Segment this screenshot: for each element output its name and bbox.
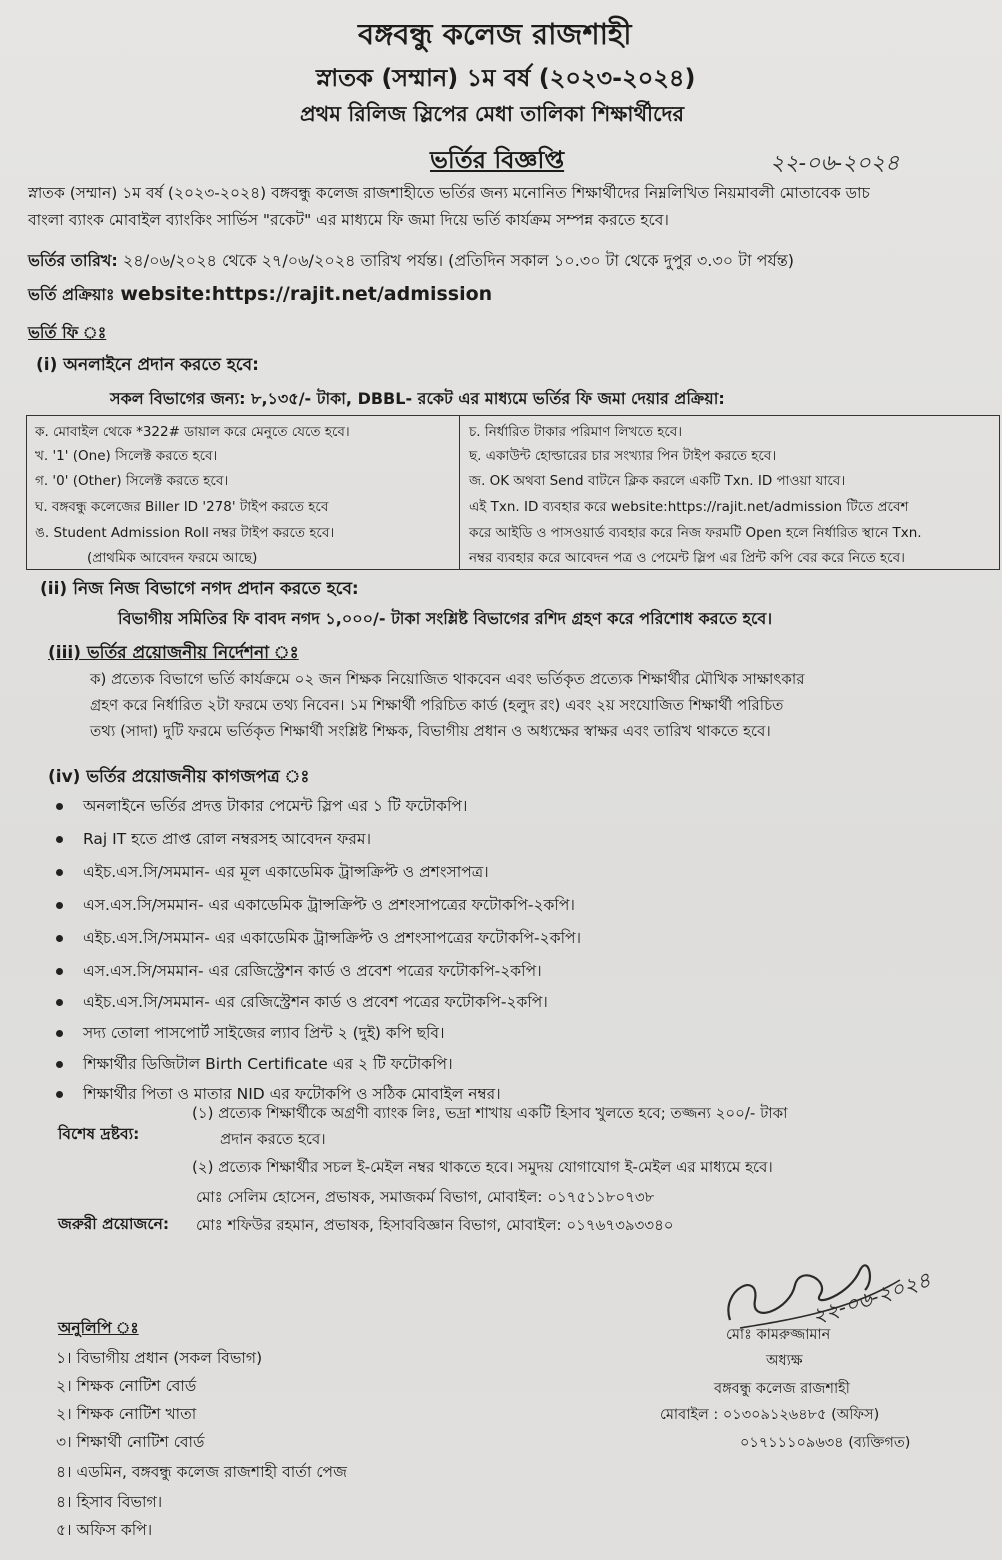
signed-date: ২২-০৬-২০২৪	[808, 1267, 934, 1329]
bullet-icon	[56, 803, 63, 810]
document-item: এইচ.এস.সি/সমমান- এর একাডেমিক ট্রান্সক্রিপ্ট ও প্রশংসাপত্রের ফটোকপি-২কপি।	[56, 926, 581, 952]
fee-label: ভর্তি ফি ঃ	[28, 323, 107, 342]
bullet-icon	[56, 1091, 63, 1098]
online-fee-amount: সকল বিভাগের জন্য: ৮,১৩৫/- টাকা, DBBL- রকেট এর মাধ্যমে ভর্তির ফি জমা দেয়ার প্রক্রিয়া:	[110, 389, 725, 408]
signatory-mobile-personal: ০১৭১১১০৯৬৩৪ (ব্যক্তিগত)	[740, 1435, 911, 1451]
notice-title: ভর্তির বিজ্ঞপ্তি	[430, 146, 565, 174]
instruction-line-2: গ্রহণ করে নির্ধারিত ২টা ফরমে তথ্য নিবেন। ১ম শিক্ষার্থী পরিচিত কার্ড (হলুদ রং) এবং ২য় সংযোজিত শিক্ষার্থী পরিচিত	[90, 696, 784, 714]
online-payment-heading: (i) অনলাইনে প্রদান করতে হবে:	[36, 355, 259, 375]
copy-item: ৫। অফিস কপি।	[56, 1521, 153, 1539]
documents-heading: (iv) ভর্তির প্রয়োজনীয় কাগজপত্র ঃ	[48, 767, 310, 787]
release-line: প্রথম রিলিজ স্লিপের মেধা তালিকা শিক্ষার্থীদের	[300, 102, 685, 126]
document-item: শিক্ষার্থীর পিতা ও মাতার NID এর ফটোকপি ও সঠিক মোবাইল নম্বর।	[56, 1082, 501, 1108]
college-name: বঙ্গবন্ধু কলেজ রাজশাহী	[358, 17, 632, 51]
step-right-2: ছ. একাউন্ট হোল্ডারের চার সংখ্যার পিন টাইপ করতে হবে।	[469, 448, 777, 464]
copy-item: ৪। এডমিন, বঙ্গবন্ধু কলেজ রাজশাহী বার্তা পেজ	[56, 1463, 347, 1481]
urgent-contact-2: মোঃ শফিউর রহমান, প্রভাষক, হিসাববিজ্ঞান বিভাগ, মোবাইল: ০১৭৬৭৩৯৩৩৪০	[196, 1216, 674, 1234]
signatory-institution: বঙ্গবন্ধু কলেজ রাজশাহী	[714, 1381, 850, 1397]
admission-process-label: ভর্তি প্রক্রিয়াঃ	[28, 285, 115, 304]
special-note-line-2: (২) প্রত্যেক শিক্ষার্থীর সচল ই-মেইল নম্বর থাকতে হবে। সমুদয় যোগাযোগ ই-মেইল এর মাধ্যমে হবে।	[192, 1158, 773, 1176]
admission-process	[28, 282, 492, 309]
step-right-1: চ. নির্ধারিত টাকার পরিমাণ লিখতে হবে।	[469, 424, 683, 440]
document-item: এইচ.এস.সি/সমমান- এর রেজিস্ট্রেশন কার্ড ও প্রবেশ পত্রের ফটোকপি-২কপি।	[56, 990, 548, 1016]
step-right-3: জ. OK অথবা Send বাটনে ক্লিক করলে একটি Txn. ID পাওয়া যাবে।	[469, 473, 846, 489]
admission-date-value: ২৪/০৬/২০২৪ থেকে ২৭/০৬/২০২৪ তারিখ পর্যন্ত। (প্রতিদিন সকাল ১০.৩০ টা থেকে দুপুর ৩.৩০ টা পর্যন্ত)	[122, 251, 795, 270]
instruction-line-1: ক) প্রত্যেক বিভাগে ভর্তি কার্যক্রমে ০২ জন শিক্ষক নিয়োজিত থাকবেন এবং ভর্তিকৃত প্রত্যেক শিক্ষার্থীর মৌখিক সাক্ষাৎকার	[90, 670, 805, 688]
bullet-icon	[56, 869, 63, 876]
step-left-3: গ. '0' (Other) সিলেক্ট করতে হবে।	[35, 473, 229, 489]
document-item: এস.এস.সি/সমমান- এর একাডেমিক ট্রান্সক্রিপ্ট ও প্রশংসাপত্রের ফটোকপি-২কপি।	[56, 893, 575, 919]
admission-website: website:https://rajit.net/admission	[120, 283, 493, 305]
copies-label: অনুলিপি ঃ	[58, 1319, 139, 1337]
urgent-contact-1: মোঃ সেলিম হোসেন, প্রভাষক, সমাজকর্ম বিভাগ, মোবাইল: ০১৭৫১১৮০৭৩৮	[196, 1188, 655, 1206]
bullet-icon	[56, 968, 63, 975]
copy-item: ৪। হিসাব বিভাগ।	[56, 1493, 163, 1511]
bullet-icon	[56, 935, 63, 942]
document-item: Raj IT হতে প্রাপ্ত রোল নম্বরসহ আবেদন ফরম।	[56, 827, 371, 853]
step-right-6: নম্বর ব্যবহার করে আবেদন পত্র ও পেমেন্ট স্লিপ এর প্রিন্ট কপি বের করে নিতে হবে।	[469, 550, 905, 566]
rocket-steps-table	[26, 415, 1000, 570]
intro-line-2: বাংলা ব্যাংক মোবাইল ব্যাংকিং সার্ভিস "রকেট" এর মাধ্যমে ফি জমা দিয়ে ভর্তি কার্যক্রম সম্পন্ন করতে হবে।	[28, 211, 669, 229]
cash-payment-heading: (ii) নিজ নিজ বিভাগে নগদ প্রদান করতে হবে:	[40, 579, 359, 599]
table-divider	[459, 416, 460, 569]
notice-date: ২২-০৬-২০২৪	[770, 151, 900, 176]
step-left-4: ঘ. বঙ্গবন্ধু কলেজের Biller ID '278' টাইপ করতে হবে	[35, 499, 329, 515]
bullet-icon	[56, 902, 63, 909]
step-left-5: ঙ. Student Admission Roll নম্বর টাইপ করতে হবে।	[35, 525, 335, 541]
document-item: শিক্ষার্থীর ডিজিটাল Birth Certificate এর ২ টি ফটোকপি।	[56, 1052, 453, 1078]
admission-date-label: ভর্তির তারিখ:	[28, 251, 118, 270]
document-item: এইচ.এস.সি/সমমান- এর মূল একাডেমিক ট্রান্সক্রিপ্ট ও প্রশংসাপত্র।	[56, 860, 489, 886]
copy-item: ৩। শিক্ষার্থী নোটিশ বোর্ড	[56, 1433, 205, 1451]
document-item: অনলাইনে ভর্তির প্রদত্ত টাকার পেমেন্ট স্লিপ এর ১ টি ফটোকপি।	[56, 794, 467, 820]
special-note-line-1: (১) প্রত্যেক শিক্ষার্থীকে অগ্রণী ব্যাংক লিঃ, ভদ্রা শাখায় একটি হিসাব খুলতে হবে; তজ্জন্য ২০০/- টাকা	[192, 1104, 788, 1122]
instruction-line-3: তথ্য (সাদা) দুটি ফরমে ভর্তিকৃত শিক্ষার্থী সংশ্লিষ্ট শিক্ষক, বিভাগীয় প্রধান ও অধ্যক্ষের স্বাক্ষর এবং তারিখ থাকতে হবে।	[90, 722, 771, 740]
copy-item: ১। বিভাগীয় প্রধান (সকল বিভাগ)	[56, 1349, 263, 1367]
signatory-designation: অধ্যক্ষ	[766, 1353, 803, 1369]
admission-date	[28, 248, 794, 274]
step-right-5: করে আইডি ও পাসওয়ার্ড ব্যবহার করে নিজ ফরমটি Open হলে নির্ধারিত স্থানে Txn.	[469, 525, 922, 541]
bullet-icon	[56, 999, 63, 1006]
step-right-4: এই Txn. ID ব্যবহার করে website:https://rajit.net/admission টিতে প্রবেশ	[469, 499, 909, 515]
cash-payment-detail: বিভাগীয় সমিতির ফি বাবদ নগদ ১,০০০/- টাকা সংশ্লিষ্ট বিভাগের রশিদ গ্রহণ করে পরিশোধ করতে হবে।	[118, 609, 773, 628]
signatory-mobile-office: মোবাইল : ০১৩০৯১২৬৪৮৫ (অফিস)	[660, 1407, 880, 1423]
copy-item: ২। শিক্ষক নোটিশ বোর্ড	[56, 1377, 197, 1395]
document-item: সদ্য তোলা পাসপোর্ট সাইজের ল্যাব প্রিন্ট ২ (দুই) কপি ছবি।	[56, 1021, 445, 1047]
copy-item: ২। শিক্ষক নোটিশ খাতা	[56, 1405, 197, 1423]
urgent-label: জরুরী প্রয়োজনে:	[58, 1215, 170, 1233]
signatory-name: মোঃ কামরুজ্জামান	[726, 1327, 831, 1343]
instructions-heading: (iii) ভর্তির প্রয়োজনীয় নির্দেশনা ঃ	[48, 643, 299, 663]
special-note-line-1b: প্রদান করতে হবে।	[220, 1130, 326, 1148]
step-left-2: খ. '1' (One) সিলেক্ট করতে হবে।	[35, 448, 218, 464]
special-note-label: বিশেষ দ্রষ্টব্য:	[58, 1125, 140, 1143]
bullet-icon	[56, 1030, 63, 1037]
document-item: এস.এস.সি/সমমান- এর রেজিস্ট্রেশন কার্ড ও প্রবেশ পত্রের ফটোকপি-২কপি।	[56, 959, 542, 985]
bullet-icon	[56, 1061, 63, 1068]
step-left-6: (প্রাথমিক আবেদন ফরমে আছে)	[87, 550, 258, 566]
intro-line-1: স্নাতক (সম্মান) ১ম বর্ষ (২০২৩-২০২৪) বঙ্গবন্ধু কলেজ রাজশাহীতে ভর্তির জন্য মনোনিত শিক্ষার্থীদের নিম্নলিখিত নিয়মাবলী মোতাবেক ডাচ	[28, 184, 870, 202]
bullet-icon	[56, 836, 63, 843]
program-line: স্নাতক (সম্মান) ১ম বর্ষ (২০২৩-২০২৪)	[316, 64, 696, 92]
step-left-1: ক. মোবাইল থেকে *322# ডায়াল করে মেনুতে যেতে হবে।	[35, 424, 350, 440]
